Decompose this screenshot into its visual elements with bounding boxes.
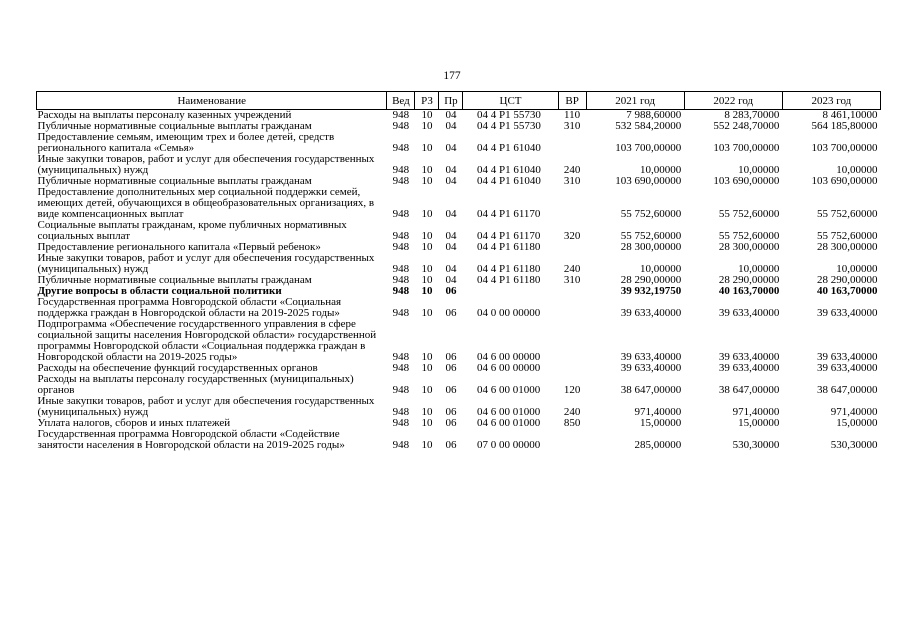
page-number: 177 (443, 70, 461, 82)
cell-name: Расходы на выплаты персоналу казенных учреждений (37, 109, 292, 121)
cell-pr: 04 (445, 176, 457, 187)
cell-cst: 04 4 P1 61180 (476, 275, 541, 286)
cell-2023: 39 633,40000 (817, 307, 878, 319)
cell-2022: 40 163,70000 (718, 286, 780, 297)
table-row (37, 429, 881, 451)
table-row (37, 374, 881, 396)
cell-cst: 04 4 P1 55730 (476, 109, 541, 121)
header-vr: ВР (558, 92, 586, 110)
cell-cst (463, 286, 558, 297)
cell-pr: 06 (445, 418, 457, 429)
cell-2022: 10,00000 (738, 263, 780, 275)
cell-2021: 28 290,00000 (620, 275, 682, 286)
header-2021: 2021 год (586, 92, 684, 110)
cell-vr (558, 319, 586, 363)
table-row (37, 297, 881, 319)
cell-2022: 39 633,40000 (718, 363, 780, 374)
cell-name: Государственная программа Новгородской области «Социальная поддержка граждан в Новгородской области на 2019-2025 годы» (37, 297, 342, 319)
cell-2021: 39 633,40000 (620, 363, 682, 374)
cell-2022: 971,40000 (732, 406, 780, 418)
cell-name: Предоставление дополнительных мер социальной поддержки семей, имеющих детей, обучающихся в общеобразовательных организациях, в виде компенсационных выплат (37, 187, 375, 220)
cell-name: Публичные нормативные социальные выплаты гражданам (37, 176, 312, 187)
cell-cst: 04 4 P1 61170 (476, 208, 541, 220)
cell-pr: 06 (445, 363, 457, 374)
cell-2022: 39 633,40000 (718, 307, 780, 319)
cell-vr: 850 (563, 418, 581, 429)
cell-name: Расходы на выплаты персоналу государственных (муниципальных) органов (37, 374, 354, 396)
cell-rz: 10 (421, 121, 433, 132)
cell-2022: 38 647,00000 (718, 384, 780, 396)
cell-ved: 948 (392, 142, 410, 154)
cell-2021: 15,00000 (639, 418, 682, 429)
cell-cst: 04 6 00 00000 (476, 363, 541, 374)
cell-cst: 04 4 P1 61040 (476, 164, 541, 176)
cell-name: Расходы на обеспечение функций государственных органов (37, 363, 318, 374)
table-body (37, 110, 881, 452)
table-row (37, 418, 881, 429)
cell-cst: 04 4 P1 61040 (476, 142, 541, 154)
cell-cst: 04 4 P1 61180 (476, 263, 541, 275)
cell-cst: 04 6 00 00000 (476, 351, 541, 363)
cell-vr (558, 429, 586, 451)
cell-2022: 15,00000 (738, 418, 780, 429)
cell-2023: 15,00000 (836, 418, 878, 429)
cell-pr: 04 (445, 164, 457, 176)
cell-pr: 04 (445, 275, 457, 286)
cell-name: Публичные нормативные социальные выплаты гражданам (37, 121, 312, 132)
cell-ved: 948 (392, 406, 410, 418)
cell-ved: 948 (392, 307, 410, 319)
cell-name: Иные закупки товаров, работ и услуг для обеспечения государственных (муниципальных) нужд (37, 396, 375, 418)
cell-2022: 552 248,70000 (713, 121, 780, 132)
cell-name: Государственная программа Новгородской области «Содействие занятости населения в Новгородской области на 2019-2025 годы» (37, 429, 345, 451)
cell-2022: 39 633,40000 (718, 351, 780, 363)
header-2023: 2023 год (782, 92, 880, 110)
header-name: Наименование (37, 92, 387, 110)
cell-pr: 06 (445, 406, 457, 418)
cell-name: Другие вопросы в области социальной политики (37, 286, 282, 297)
header-2022: 2022 год (684, 92, 782, 110)
cell-vr: 240 (563, 406, 581, 418)
cell-2022: 8 283,70000 (724, 109, 780, 121)
cell-cst: 04 6 00 01000 (476, 384, 541, 396)
cell-cst: 04 4 P1 61040 (476, 176, 541, 187)
table-row (37, 176, 881, 187)
cell-rz: 10 (421, 418, 433, 429)
cell-vr (558, 242, 586, 253)
cell-2021: 532 584,20000 (615, 121, 682, 132)
cell-2021: 7 988,60000 (626, 109, 682, 121)
cell-rz: 10 (421, 351, 433, 363)
cell-vr: 240 (563, 164, 581, 176)
cell-pr: 04 (445, 230, 457, 242)
cell-vr: 240 (563, 263, 581, 275)
cell-pr: 04 (445, 109, 457, 121)
cell-vr (558, 286, 586, 297)
cell-vr: 320 (563, 230, 581, 242)
cell-2021: 10,00000 (639, 263, 682, 275)
cell-cst: 04 4 P1 61180 (476, 242, 541, 253)
cell-cst: 04 6 00 01000 (476, 406, 541, 418)
table-row (37, 242, 881, 253)
cell-rz: 10 (421, 142, 433, 154)
cell-2022: 28 290,00000 (718, 275, 780, 286)
table-row (37, 396, 881, 418)
cell-rz: 10 (421, 176, 433, 187)
table-row (37, 187, 881, 220)
cell-ved: 948 (392, 363, 410, 374)
cell-2022: 10,00000 (738, 164, 780, 176)
cell-2021: 285,00000 (634, 439, 682, 451)
cell-2023: 40 163,70000 (817, 286, 878, 297)
cell-ved: 948 (392, 109, 410, 121)
cell-name: Предоставление семьям, имеющим трех и более детей, средств регионального капитала «Семья» (37, 132, 335, 154)
cell-pr: 06 (445, 307, 457, 319)
cell-rz: 10 (421, 406, 433, 418)
cell-2023: 28 300,00000 (817, 242, 878, 253)
table-row (37, 275, 881, 286)
cell-rz: 10 (421, 164, 433, 176)
cell-2021: 10,00000 (639, 164, 682, 176)
cell-name: Подпрограмма «Обеспечение государственного управления в сфере социальной защиты населения Новгородской области» государственной программы Новгородской области «Социальная поддержка граждан в Новгородской области на 2019-2025 годы» (37, 319, 377, 363)
cell-rz: 10 (421, 363, 433, 374)
cell-rz: 10 (421, 263, 433, 275)
cell-name: Социальные выплаты гражданам, кроме публичных нормативных социальных выплат (37, 220, 347, 242)
cell-2023: 39 633,40000 (817, 351, 878, 363)
cell-cst: 04 0 00 00000 (476, 307, 541, 319)
table-row (37, 132, 881, 154)
cell-ved: 948 (392, 351, 410, 363)
cell-pr: 06 (445, 351, 457, 363)
cell-rz: 10 (421, 208, 433, 220)
table-row (37, 253, 881, 275)
cell-2021: 28 300,00000 (620, 242, 682, 253)
cell-vr: 310 (563, 176, 581, 187)
cell-2021: 971,40000 (634, 406, 682, 418)
cell-ved: 948 (392, 384, 410, 396)
cell-2023: 530,30000 (830, 439, 878, 451)
cell-cst: 04 6 00 01000 (476, 418, 541, 429)
cell-2023: 564 185,80000 (811, 121, 878, 132)
cell-2023: 55 752,60000 (817, 208, 878, 220)
cell-2022: 103 700,00000 (713, 142, 780, 154)
cell-2021: 39 633,40000 (620, 307, 682, 319)
cell-2023: 38 647,00000 (817, 384, 878, 396)
cell-vr (558, 187, 586, 220)
table-row (37, 286, 881, 297)
cell-pr: 04 (445, 263, 457, 275)
header-pr: Пр (439, 92, 463, 110)
cell-2021: 39 932,19750 (620, 286, 682, 297)
cell-rz: 10 (421, 230, 433, 242)
cell-cst: 07 0 00 00000 (476, 439, 541, 451)
cell-2022: 28 300,00000 (718, 242, 780, 253)
cell-2023: 971,40000 (830, 406, 878, 418)
cell-ved: 948 (392, 242, 410, 253)
table-row (37, 154, 881, 176)
cell-rz: 10 (421, 275, 433, 286)
cell-2021: 103 690,00000 (615, 176, 682, 187)
cell-ved: 948 (392, 164, 410, 176)
cell-2022: 55 752,60000 (718, 230, 780, 242)
cell-2022: 530,30000 (732, 439, 780, 451)
cell-name: Публичные нормативные социальные выплаты гражданам (37, 275, 312, 286)
cell-ved: 948 (392, 176, 410, 187)
cell-vr (558, 363, 586, 374)
cell-rz: 10 (421, 307, 433, 319)
table-row (37, 363, 881, 374)
cell-ved: 948 (392, 275, 410, 286)
cell-ved: 948 (392, 439, 410, 451)
cell-cst: 04 4 P1 55730 (476, 121, 541, 132)
budget-table (36, 91, 881, 451)
cell-2023: 103 700,00000 (811, 142, 878, 154)
cell-2023: 55 752,60000 (817, 230, 878, 242)
cell-2021: 103 700,00000 (615, 142, 682, 154)
header-ved: Вед (387, 92, 415, 110)
cell-name: Иные закупки товаров, работ и услуг для обеспечения государственных (муниципальных) нужд (37, 253, 375, 275)
cell-2023: 8 461,10000 (822, 109, 878, 121)
cell-name: Уплата налогов, сборов и иных платежей (37, 418, 231, 429)
cell-pr: 04 (445, 208, 457, 220)
cell-pr: 04 (445, 142, 457, 154)
table-row (37, 110, 881, 122)
cell-2022: 103 690,00000 (713, 176, 780, 187)
cell-vr: 310 (563, 275, 581, 286)
cell-name: Предоставление регионального капитала «Первый ребенок» (37, 242, 321, 253)
cell-2021: 38 647,00000 (620, 384, 682, 396)
cell-cst: 04 4 P1 61170 (476, 230, 541, 242)
cell-rz: 10 (421, 286, 433, 297)
cell-vr (558, 297, 586, 319)
cell-ved: 948 (392, 286, 410, 297)
table-header (37, 92, 881, 110)
cell-vr: 110 (564, 109, 581, 121)
table-row (37, 319, 881, 363)
cell-ved: 948 (392, 263, 410, 275)
cell-ved: 948 (392, 208, 410, 220)
cell-pr: 04 (445, 121, 457, 132)
cell-2021: 55 752,60000 (620, 230, 682, 242)
cell-ved: 948 (392, 121, 410, 132)
cell-2023: 28 290,00000 (817, 275, 878, 286)
cell-vr (558, 132, 586, 154)
cell-2022: 55 752,60000 (718, 208, 780, 220)
cell-pr: 04 (445, 242, 457, 253)
cell-vr: 310 (563, 121, 581, 132)
cell-2021: 39 633,40000 (620, 351, 682, 363)
table-row (37, 121, 881, 132)
cell-2023: 10,00000 (836, 263, 878, 275)
cell-ved: 948 (392, 418, 410, 429)
cell-2023: 10,00000 (836, 164, 878, 176)
cell-2023: 39 633,40000 (817, 363, 878, 374)
cell-2023: 103 690,00000 (811, 176, 878, 187)
header-cst: ЦСТ (463, 92, 558, 110)
cell-ved: 948 (392, 230, 410, 242)
cell-rz: 10 (421, 384, 433, 396)
cell-2021: 55 752,60000 (620, 208, 682, 220)
cell-pr: 06 (445, 439, 457, 451)
header-rz: РЗ (415, 92, 439, 110)
table-row (37, 220, 881, 242)
cell-vr: 120 (563, 384, 581, 396)
cell-pr: 06 (445, 286, 457, 297)
cell-name: Иные закупки товаров, работ и услуг для обеспечения государственных (муниципальных) нужд (37, 154, 375, 176)
cell-pr: 06 (445, 384, 457, 396)
cell-rz: 10 (421, 242, 433, 253)
cell-rz: 10 (421, 439, 433, 451)
cell-rz: 10 (421, 109, 433, 121)
